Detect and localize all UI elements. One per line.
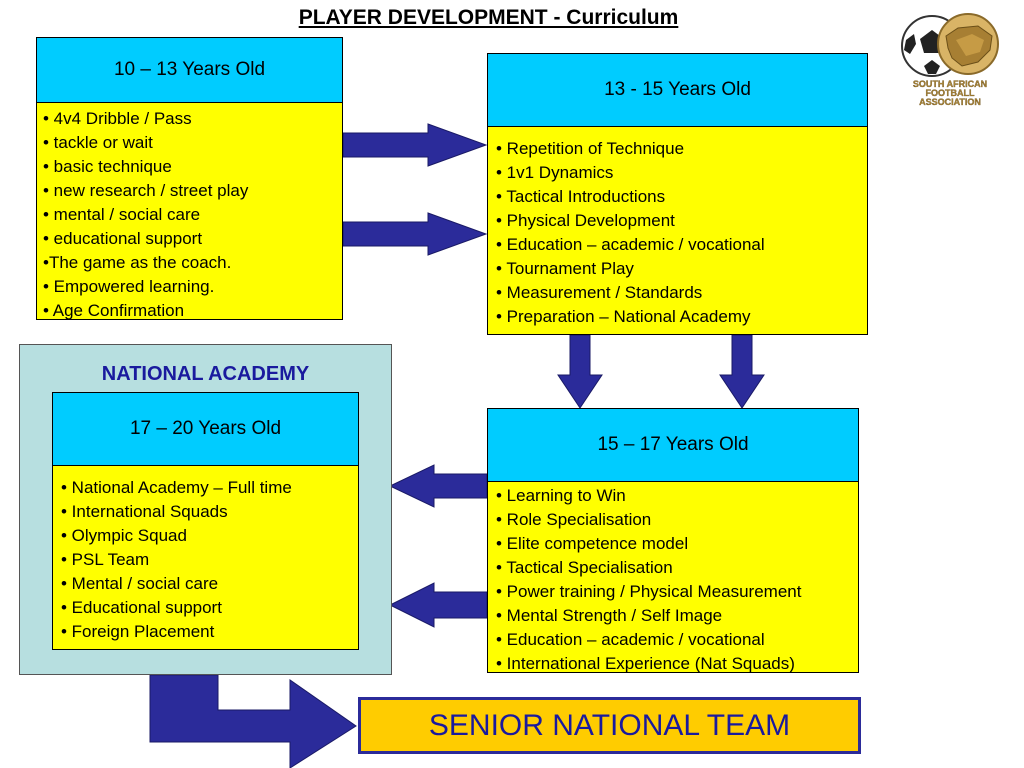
list-item: • National Academy – Full time: [61, 478, 292, 497]
arrow-down-1: [558, 335, 602, 408]
list-item: • Role Specialisation: [496, 510, 652, 529]
list-item: • Tactical Introductions: [496, 187, 666, 206]
list-item: • 1v1 Dynamics: [496, 163, 614, 182]
list-item: • Repetition of Technique: [496, 139, 685, 158]
senior-national-team-box: SENIOR NATIONAL TEAM: [358, 697, 861, 754]
list-item: • Measurement / Standards: [496, 283, 703, 302]
arrow-down-2: [720, 335, 764, 408]
list-item: • Educational support: [61, 598, 222, 617]
page-title: PLAYER DEVELOPMENT - Curriculum: [298, 6, 679, 29]
list-item: • PSL Team: [61, 550, 150, 569]
box-age-13-15-list: [488, 127, 867, 329]
box-age-10-13: [36, 37, 343, 320]
arrow-left-1: [390, 465, 487, 507]
arrow-right-1: [343, 124, 486, 166]
list-item: • International Squads: [61, 502, 228, 521]
list-item: • mental / social care: [43, 205, 201, 224]
list-item: •The game as the coach.: [43, 253, 232, 272]
list-item: • Olympic Squad: [61, 526, 187, 545]
box-age-17-20: [52, 392, 359, 650]
list-item: • basic technique: [43, 157, 172, 176]
list-item: • Learning to Win: [496, 486, 626, 505]
list-item: • Mental Strength / Self Image: [496, 606, 723, 625]
list-item: • Preparation – National Academy: [496, 307, 751, 326]
list-item: • Physical Development: [496, 211, 675, 230]
list-item: • Tactical Specialisation: [496, 558, 673, 577]
box-age-13-15: [487, 53, 868, 335]
arrow-left-2: [390, 583, 487, 627]
box-age-10-13-list: [37, 103, 342, 323]
list-item: • 4v4 Dribble / Pass: [43, 109, 192, 128]
list-item: • Elite competence model: [496, 534, 689, 553]
list-item: • Age Confirmation: [43, 301, 185, 320]
list-item: • Empowered learning.: [43, 277, 215, 296]
list-item: • International Experience (Nat Squads): [496, 654, 795, 673]
list-item: • tackle or wait: [43, 133, 153, 152]
list-item: • Tournament Play: [496, 259, 634, 278]
box-age-17-20-list: [53, 466, 358, 644]
arrow-elbow-senior: [150, 675, 356, 768]
box-age-15-17-list: [488, 482, 858, 676]
list-item: • new research / street play: [43, 181, 249, 200]
national-academy-title: NATIONAL ACADEMY: [101, 363, 310, 385]
logo-text: SOUTH AFRICAN FOOTBALL ASSOCIATION: [912, 79, 988, 107]
box-age-17-20-header: 17 – 20 Years Old: [53, 393, 358, 466]
box-age-15-17: [487, 408, 859, 673]
box-age-10-13-header: 10 – 13 Years Old: [37, 38, 342, 103]
list-item: • Education – academic / vocational: [496, 630, 765, 649]
list-item: • Power training / Physical Measurement: [496, 582, 802, 601]
box-age-15-17-header: 15 – 17 Years Old: [488, 409, 858, 482]
list-item: • Mental / social care: [61, 574, 219, 593]
list-item: • Foreign Placement: [61, 622, 215, 641]
list-item: • Education – academic / vocational: [496, 235, 765, 254]
arrow-right-2: [343, 213, 486, 255]
box-age-13-15-header: 13 - 15 Years Old: [488, 54, 867, 127]
list-item: • educational support: [43, 229, 203, 248]
